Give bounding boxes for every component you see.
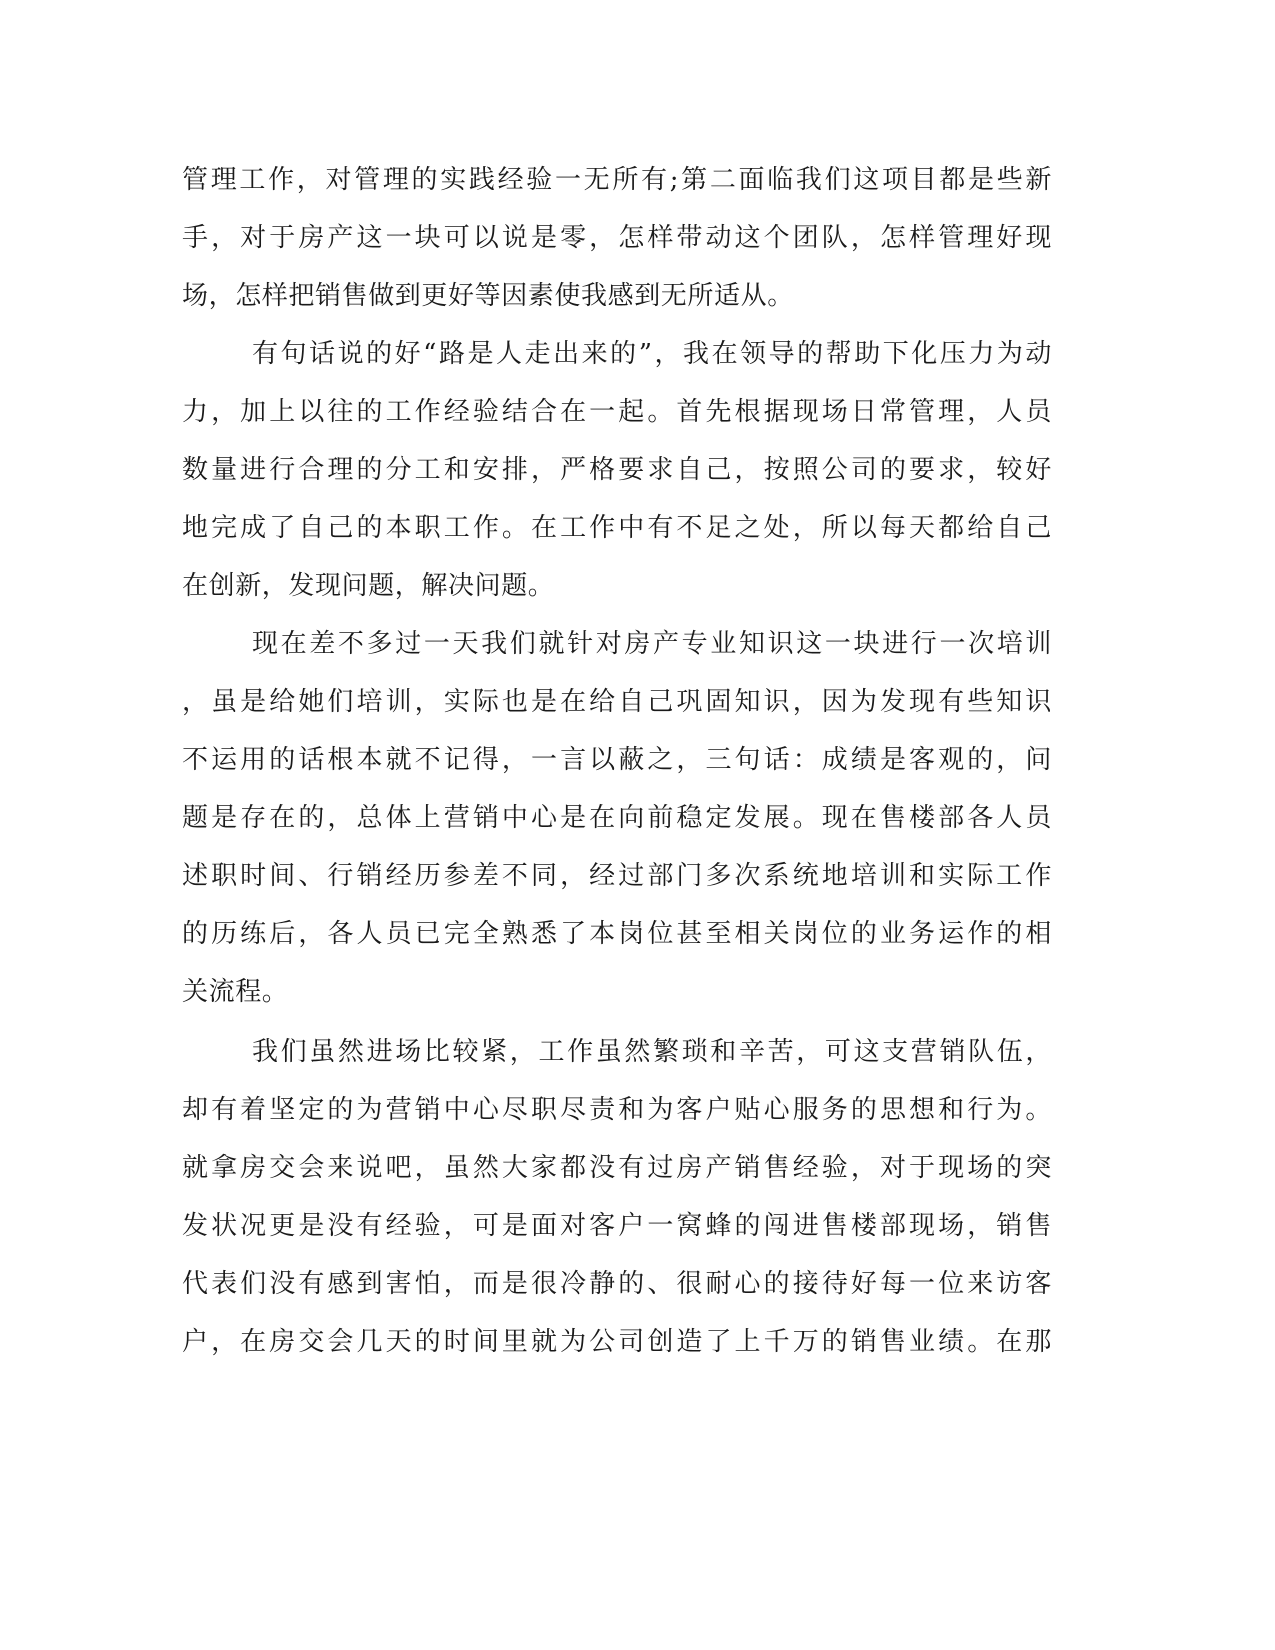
text-line-8: 在创新，发现问题，解决问题。	[182, 571, 555, 601]
text-line-11: 不运用的话根本就不记得，一言以蔽之，三句话：成绩是客观的，问	[182, 745, 1052, 775]
text-line-18: 就拿房交会来说吧，虽然大家都没有过房产销售经验，对于现场的突	[182, 1153, 1052, 1183]
text-line-10: ，虽是给她们培训，实际也是在给自己巩固知识，因为发现有些知识	[182, 687, 1052, 717]
paragraph-3-line-1: 现在差不多过一天我们就针对房产专业知识这一块进行一次培训	[252, 629, 1052, 659]
text-line-20: 代表们没有感到害怕，而是很冷静的、很耐心的接待好每一位来访客	[182, 1269, 1052, 1299]
text-line-19: 发状况更是没有经验，可是面对客户一窝蜂的闯进售楼部现场，销售	[182, 1211, 1052, 1241]
text-line-15: 关流程。	[182, 977, 289, 1007]
text-line-12: 题是存在的，总体上营销中心是在向前稳定发展。现在售楼部各人员	[182, 803, 1052, 833]
text-line-2: 手，对于房产这一块可以说是零，怎样带动这个团队，怎样管理好现	[182, 223, 1052, 253]
text-line-14: 的历练后，各人员已完全熟悉了本岗位甚至相关岗位的业务运作的相	[182, 919, 1052, 949]
text-line-21: 户，在房交会几天的时间里就为公司创造了上千万的销售业绩。在那	[182, 1327, 1052, 1357]
paragraph-4-line-1: 我们虽然进场比较紧，工作虽然繁琐和辛苦，可这支营销队伍，	[252, 1037, 1052, 1067]
text-line-7: 地完成了自己的本职工作。在工作中有不足之处，所以每天都给自己	[182, 513, 1052, 543]
text-line-3: 场，怎样把销售做到更好等因素使我感到无所适从。	[182, 281, 794, 311]
paragraph-2-line-1: 有句话说的好“路是人走出来的”，我在领导的帮助下化压力为动	[252, 339, 1052, 369]
text-line-13: 述职时间、行销经历参差不同，经过部门多次系统地培训和实际工作	[182, 861, 1052, 891]
text-line-6: 数量进行合理的分工和安排，严格要求自己，按照公司的要求，较好	[182, 455, 1052, 485]
text-line-17: 却有着坚定的为营销中心尽职尽责和为客户贴心服务的思想和行为。	[182, 1095, 1052, 1125]
text-line-1: 管理工作，对管理的实践经验一无所有;第二面临我们这项目都是些新	[182, 165, 1052, 195]
text-line-5: 力，加上以往的工作经验结合在一起。首先根据现场日常管理，人员	[182, 397, 1052, 427]
